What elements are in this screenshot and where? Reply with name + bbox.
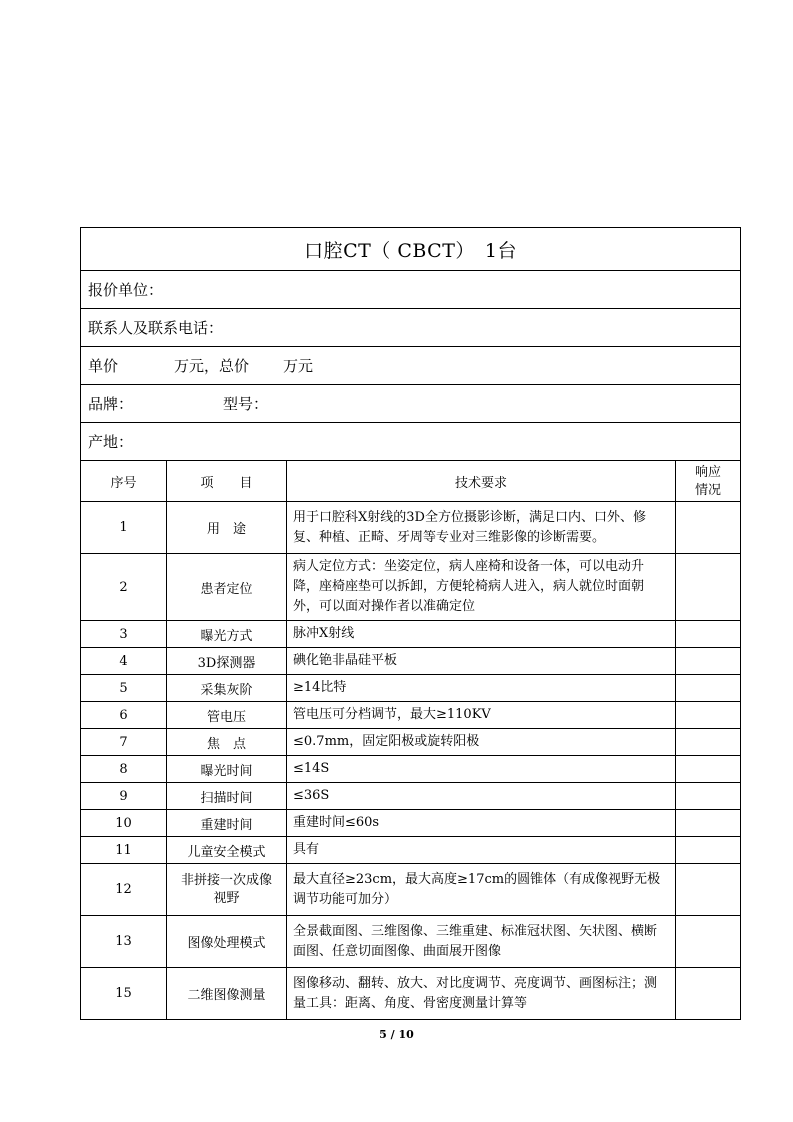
row-no: 8: [81, 756, 167, 783]
row-response: [676, 783, 741, 810]
wan-yuan-label: 万元: [283, 357, 314, 375]
row-req: ≤36S: [287, 783, 676, 810]
row-req: 用于口腔科X射线的3D全方位摄影诊断，满足口内、口外、修复、种植、正畸、牙周等专业对三维影像的诊断需要。: [287, 502, 676, 554]
unit-price-label: 单价: [88, 357, 119, 375]
row-req: 病人定位方式：坐姿定位，病人座椅和设备一体，可以电动升降，座椅座垫可以拆卸，方便轮椅病人进入，病人就位时面朝外，可以面对操作者以准确定位: [287, 554, 676, 621]
table-row: [81, 968, 741, 1020]
table-title: 口腔CT（ CBCT） 1台: [81, 228, 741, 271]
table-row: [81, 621, 741, 648]
table-row: [81, 916, 741, 968]
row-no: 2: [81, 554, 167, 621]
row-item-text: 非拼接一次成像视野: [180, 872, 272, 906]
row-req: 脉冲X射线: [287, 621, 676, 648]
table-row: [81, 810, 741, 837]
price-field: [81, 347, 741, 385]
table-row: [81, 702, 741, 729]
row-response: [676, 554, 741, 621]
row-item: 用 途: [167, 502, 287, 554]
row-no: 12: [81, 864, 167, 916]
row-no: 5: [81, 675, 167, 702]
row-response: [676, 502, 741, 554]
row-item: 图像处理模式: [167, 916, 287, 968]
row-req: 重建时间≤60s: [287, 810, 676, 837]
row-req: 碘化铯非晶硅平板: [287, 648, 676, 675]
row-item: 儿童安全模式: [167, 837, 287, 864]
row-no: 15: [81, 968, 167, 1020]
row-item: 采集灰阶: [167, 675, 287, 702]
row-req: 图像移动、翻转、放大、对比度调节、亮度调节、画图标注；测量工具：距离、角度、骨密度测量计算等: [287, 968, 676, 1020]
row-response: [676, 864, 741, 916]
row-item: 重建时间: [167, 810, 287, 837]
row-response: [676, 702, 741, 729]
header-response: [676, 461, 741, 502]
row-response: [676, 916, 741, 968]
table-row: [81, 648, 741, 675]
row-req: ≥14比特: [287, 675, 676, 702]
quote-unit-field: 报价单位：: [81, 271, 741, 309]
header-req: 技术要求: [287, 461, 676, 502]
row-response: [676, 968, 741, 1020]
row-no: 1: [81, 502, 167, 554]
contact-field: 联系人及联系电话：: [81, 309, 741, 347]
row-response: [676, 810, 741, 837]
brand-model-field: [81, 385, 741, 423]
row-item: [167, 864, 287, 916]
row-item: 3D探测器: [167, 648, 287, 675]
row-item: 曝光方式: [167, 621, 287, 648]
row-req: 管电压可分档调节，最大≥110KV: [287, 702, 676, 729]
table-row: [81, 502, 741, 554]
row-item: 患者定位: [167, 554, 287, 621]
row-response: [676, 837, 741, 864]
row-response: [676, 648, 741, 675]
row-item: 二维图像测量: [167, 968, 287, 1020]
row-item: 管电压: [167, 702, 287, 729]
table-row: [81, 864, 741, 916]
row-response: [676, 621, 741, 648]
model-label: 型号：: [223, 395, 269, 413]
table-row: [81, 783, 741, 810]
row-req: ≤14S: [287, 756, 676, 783]
row-req: 具有: [287, 837, 676, 864]
row-item: 扫描时间: [167, 783, 287, 810]
row-req: ≤0.7mm，固定阳极或旋转阳极: [287, 729, 676, 756]
row-req: 全景截面图、三维图像、三维重建、标准冠状图、矢状图、横断面图、任意切面图像、曲面展开图像: [287, 916, 676, 968]
header-response-text: 响应情况: [695, 465, 722, 498]
total-price-label: 万元，总价: [174, 357, 250, 375]
header-no: 序号: [81, 461, 167, 502]
origin-field: 产地：: [81, 423, 741, 461]
page-number: 5 / 10: [379, 1028, 414, 1041]
row-no: 9: [81, 783, 167, 810]
row-no: 11: [81, 837, 167, 864]
row-no: 13: [81, 916, 167, 968]
row-response: [676, 729, 741, 756]
row-no: 7: [81, 729, 167, 756]
row-response: [676, 756, 741, 783]
header-item: 项 目: [167, 461, 287, 502]
spec-table: [80, 227, 741, 1020]
table-header-row: [81, 461, 741, 502]
brand-label: 品牌：: [88, 395, 134, 413]
row-item: 焦 点: [167, 729, 287, 756]
table-row: [81, 837, 741, 864]
table-row: [81, 729, 741, 756]
row-response: [676, 675, 741, 702]
row-req: 最大直径≥23cm，最大高度≥17cm的圆锥体（有成像视野无极调节功能可加分）: [287, 864, 676, 916]
table-row: [81, 756, 741, 783]
table-row: [81, 675, 741, 702]
row-no: 6: [81, 702, 167, 729]
row-no: 4: [81, 648, 167, 675]
row-no: 3: [81, 621, 167, 648]
table-row: [81, 554, 741, 621]
row-item: 曝光时间: [167, 756, 287, 783]
row-no: 10: [81, 810, 167, 837]
